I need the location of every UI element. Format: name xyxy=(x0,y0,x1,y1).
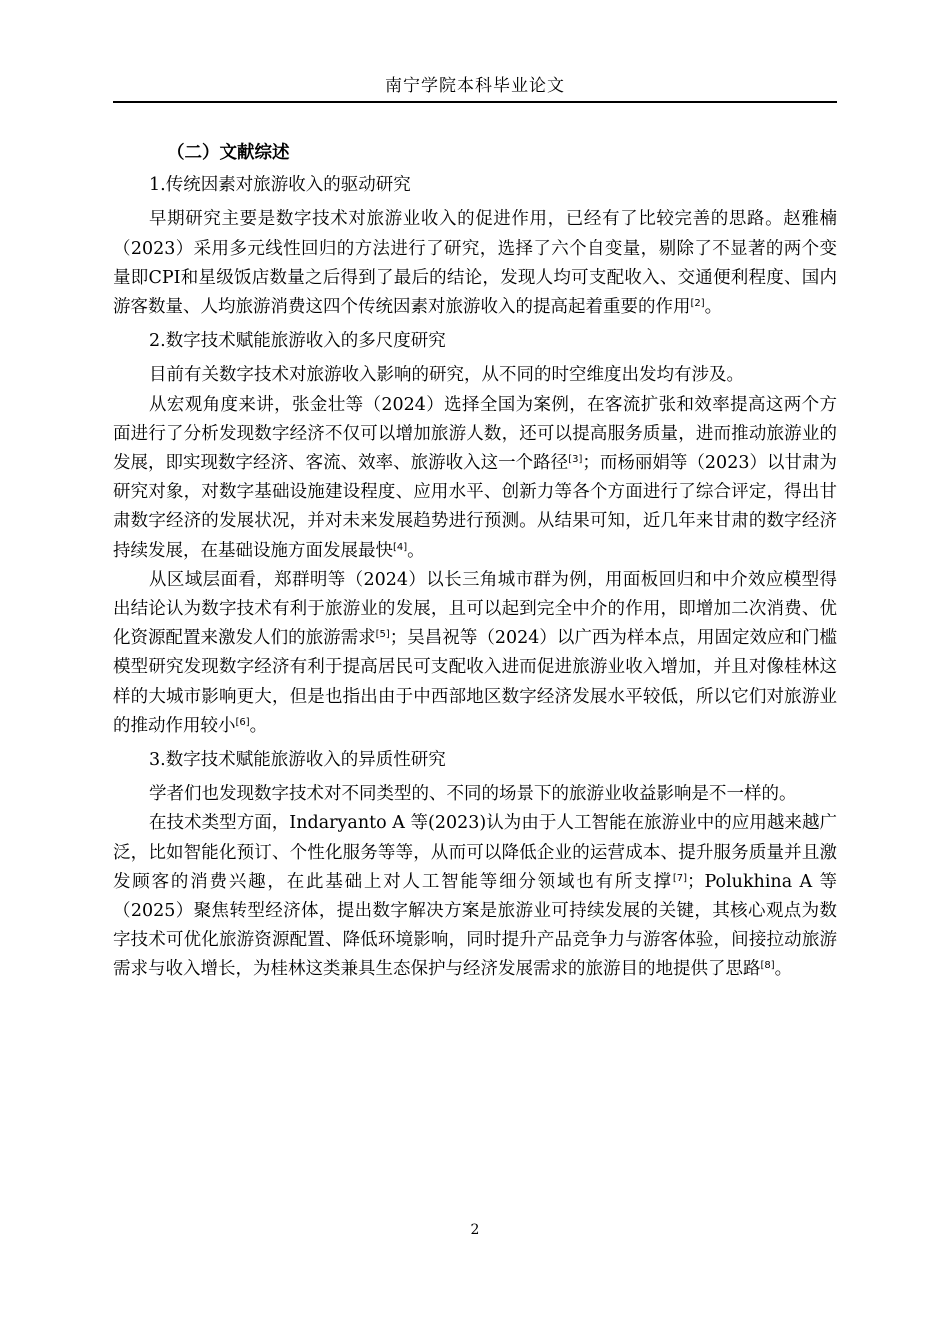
body-content xyxy=(113,139,837,985)
paragraph-6-text-a: 在技术类型方面，Indaryanto A 等(2023)认为由于人工智能在旅游业中的应用越来越广泛，比如智能化预订、个性化服务等等，从而可以降低企业的运营成本、提升服务质量并且激发顾客的消费兴趣，在此基础上对人工智能等细分领域也有所支撑 xyxy=(113,813,837,892)
paragraph-1 xyxy=(113,205,837,322)
section-heading: （二）文献综述 xyxy=(167,143,290,163)
paragraph-3 xyxy=(113,391,837,566)
running-header: 南宁学院本科毕业论文 xyxy=(385,76,565,96)
subsection-heading-2: 2.数字技术赋能旅游收入的多尺度研究 xyxy=(149,331,446,352)
paragraph-5: 学者们也发现数字技术对不同类型的、不同的场景下的旅游业收益影响是不一样的。 xyxy=(149,784,797,805)
paragraph-4-text-b: ；吴昌祝等（2024）以广西为样本点，用固定效应和门槛模型研究发现数字经济有利于提高居民可支配收入进而促进旅游业收入增加，并且对像桂林这样的大城市影响更大，但是也指出由于中西部地区数字经济发展水平较低，所以它们对旅游业的推动作用较小 xyxy=(113,628,838,736)
paragraph-6 xyxy=(113,809,837,984)
paragraph-1-text: 早期研究主要是数字技术对旅游业收入的促进作用，已经有了比较完善的思路。赵雅楠（2023）采用多元线性回归的方法进行了研究，选择了六个自变量，剔除了不显著的两个变量即CPI和星级饭店数量之后得到了最后的结论，发现人均可支配收入、交通便利程度、国内游客数量、人均旅游消费这四个传统因素对旅游收入的提高起着重要的作用 xyxy=(113,209,837,318)
header-rule xyxy=(113,101,837,103)
paragraph-6-end: 。 xyxy=(774,959,793,980)
paragraph-3-end: 。 xyxy=(407,540,425,561)
citation-3: [3] xyxy=(568,454,583,466)
paragraph-4-text-a: 从区域层面看，郑群明等（2024）以长三角城市群为例，用面板回归和中介效应模型得出结论认为数字技术有利于旅游业的发展，且可以起到完全中介的作用，即增加二次消费、优化资源配置来激发人们的旅游需求 xyxy=(113,569,837,649)
citation-7: [7] xyxy=(672,872,687,884)
paragraph-4-end: 。 xyxy=(249,715,268,736)
subsection-heading-3: 3.数字技术赋能旅游收入的异质性研究 xyxy=(149,750,446,771)
paragraph-3-text-a: 从宏观角度来讲，张金壮等（2024）选择全国为案例，在客流扩张和效率提高这两个方面进行了分析发现数字经济不仅可以增加旅游人数，还可以提高服务质量，进而推动旅游业的发展，即实现数字经济、客流、效率、旅游收入这一个路径 xyxy=(113,394,837,474)
citation-8: [8] xyxy=(760,960,775,972)
page-number: 2 xyxy=(470,1222,480,1238)
paragraph-3-text-b: ；而杨丽娟等（2023）以甘肃为研究对象，对数字基础设施建设程度、应用水平、创新力等各个方面进行了综合评定，得出甘肃数字经济的发展状况，并对未来发展趋势进行预测。从结果可知，近几年来甘肃的数字经济持续发展，在基础设施方面发展最快 xyxy=(113,453,837,561)
paragraph-4 xyxy=(113,566,837,741)
paragraph-2: 目前有关数字技术对旅游收入影响的研究，从不同的时空维度出发均有涉及。 xyxy=(149,365,744,386)
paragraph-6-text-b: ；Polukhina A 等（2025）聚焦转型经济体，提出数字解决方案是旅游业可持续发展的关键，其核心观点为数字技术可优化旅游资源配置、降低环境影响，同时提升产品竞争力与游客体验，间接拉动旅游需求与收入增长，为桂林这类兼具生态保护与经济发展需求的旅游目的地提供了思路 xyxy=(113,871,837,980)
citation-2: [2] xyxy=(690,298,705,310)
subsection-heading-1: 1.传统因素对旅游收入的驱动研究 xyxy=(149,175,411,196)
paragraph-1-end: 。 xyxy=(704,297,723,318)
citation-5: [5] xyxy=(375,629,390,641)
citation-4: [4] xyxy=(393,541,408,553)
citation-6: [6] xyxy=(235,716,250,728)
